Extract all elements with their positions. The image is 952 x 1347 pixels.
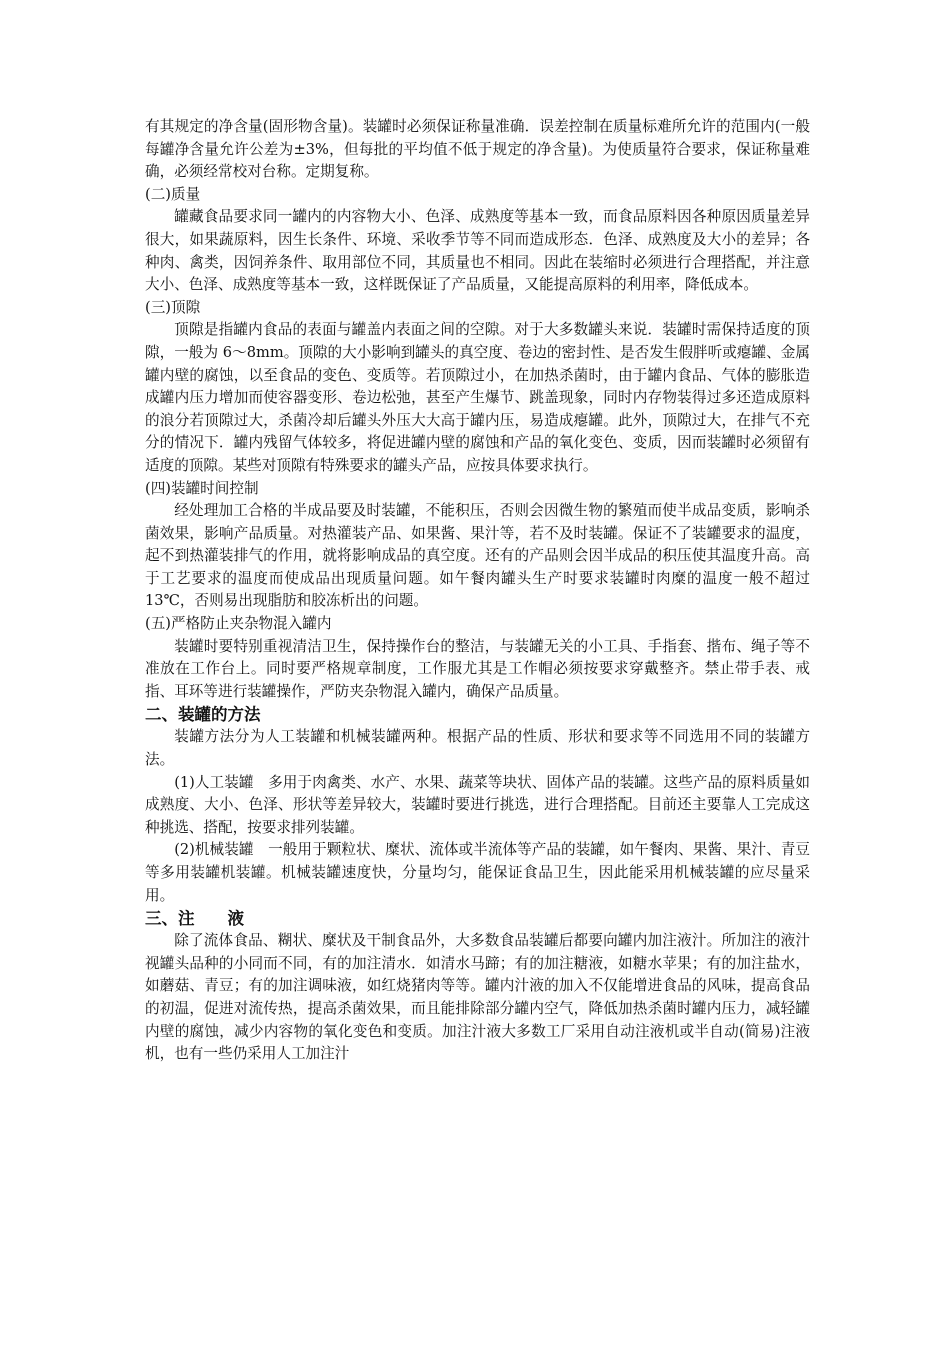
paragraph-filling-methods: 装罐方法分为人工装罐和机械装罐两种。根据产品的性质、形状和要求等不同选用不同的装罐方法。 <box>145 728 810 769</box>
subheading-headspace: (三)顶隙 <box>145 298 201 316</box>
paragraph-time-control: 经处理加工合格的半成品要及时装罐，不能积压，否则会因微生物的繁殖而使半成品变质，影响杀菌效果，影响产品质量。对热灌装产品、如果酱、果汁等，若不及时装罐。保证不了装罐要求的温度，起不到热灌装排气的作用，就将影响成品的真空度。还有的产品则会因半成品的积压使其温度升高。高于工艺要求的温度而使成品出现质量问题。如午餐肉罐头生产时要求装罐时肉糜的温度一般不超过 13℃，否则易出现脂肪和胶冻析出的问题。 <box>145 502 810 610</box>
section-heading-filling-methods: 二、装罐的方法 <box>145 705 261 725</box>
paragraph-machine-filling: (2)机械装罐 一般用于颗粒状、糜状、流体或半流体等产品的装罐，如午餐肉、果酱、果汁、青豆等多用装罐机装罐。机械装罐速度快，分量均匀，能保证食品卫生，因此能采用机械装罐的应尽量采用。 <box>145 841 810 904</box>
paragraph-liquid-injection: 除了流体食品、糊状、糜状及干制食品外，大多数食品装罐后都要向罐内加注液汁。所加注的液汁视罐头品种的小同而不同，有的加注清水．如清水马蹄；有的加注糖液，如糖水苹果；有的加注盐水，如蘑菇、青豆；有的加注调味液，如红烧猪肉等等。罐内汁液的加入不仅能增进食品的风味，提高食品的初温，促进对流传热，提高杀菌效果，而且能排除部分罐内空气，降低加热杀菌时罐内压力，减轻罐内壁的腐蚀，减少内容物的氧化变色和变质。加注汁液大多数工厂采用自动注液机或半自动(简易)注液机，也有一些仍采用人工加注汁 <box>145 932 810 1063</box>
subheading-quality: (二)质量 <box>145 185 201 203</box>
section-heading-liquid-injection: 三、注 液 <box>145 909 244 929</box>
document-page <box>145 116 810 1066</box>
paragraph-quality: 罐藏食品要求同一罐内的内容物大小、色泽、成熟度等基本一致，而食品原料因各种原因质量差异很大，如果蔬原料，因生长条件、环境、采收季节等不同而造成形态．色泽、成熟度及大小的差异；各种肉、禽类，因饲养条件、取用部位不同，其质量也不相同。因此在装缩时必须进行合理搭配，并注意大小、色泽、成熟度等基本一致，这样既保证了产品质量，又能提高原料的利用率，降低成本。 <box>145 208 810 294</box>
subheading-time-control: (四)装罐时间控制 <box>145 479 259 497</box>
paragraph-net-content: 有其规定的净含量(固形物含量)。装罐时必须保证称量准确．误差控制在质量标难所允许的范围内(一般每罐净含量允许公差为±3%，但每批的平均值不低于规定的净含量)。为使质量符合要求，保证称量难确，必须经常校对台称。定期复称。 <box>145 118 810 181</box>
paragraph-manual-filling: (1)人工装罐 多用于肉禽类、水产、水果、蔬菜等块状、固体产品的装罐。这些产品的原料质量如成熟度、大小、色泽、形状等差异较大，装罐时要进行挑选，进行合理搭配。目前还主要靠人工完成这种挑选、搭配，按要求排列装罐。 <box>145 773 810 836</box>
subheading-foreign-matter: (五)严格防止夹杂物混入罐内 <box>145 615 332 633</box>
paragraph-foreign-matter: 装罐时要特别重视清洁卫生，保持操作台的整洁，与装罐无关的小工具、手指套、揩布、绳子等不准放在工作台上。同时要严格规章制度，工作服尤其是工作帽必须按要求穿戴整齐。禁止带手表、戒指、耳环等进行装罐操作，严防夹杂物混入罐内，确保产品质量。 <box>145 637 810 700</box>
paragraph-headspace: 顶隙是指罐内食品的表面与罐盖内表面之间的空隙。对于大多数罐头来说．装罐时需保持适度的顶隙，一般为 6～8mm。顶隙的大小影响到罐头的真空度、卷边的密封性、是否发生假胖听或瘪罐、金属罐内壁的腐蚀，以至食品的变色、变质等。若顶隙过小，在加热杀菌时，由于罐内食品、气体的膨胀造成罐内压力增加而使容器变形、卷边松弛，甚至产生爆节、跳盖现象，同时内存物装得过多还造成原料的浪分若顶隙过大，杀菌冷却后罐头外压大大高于罐内压，易造成瘪罐。此外，顶隙过大，在排气不充分的情况下．罐内残留气体较多，将促进罐内壁的腐蚀和产品的氧化变色、变质，因而装罐时必须留有适度的顶隙。某些对顶隙有特殊要求的罐头产品，应按具体要求执行。 <box>145 321 810 474</box>
